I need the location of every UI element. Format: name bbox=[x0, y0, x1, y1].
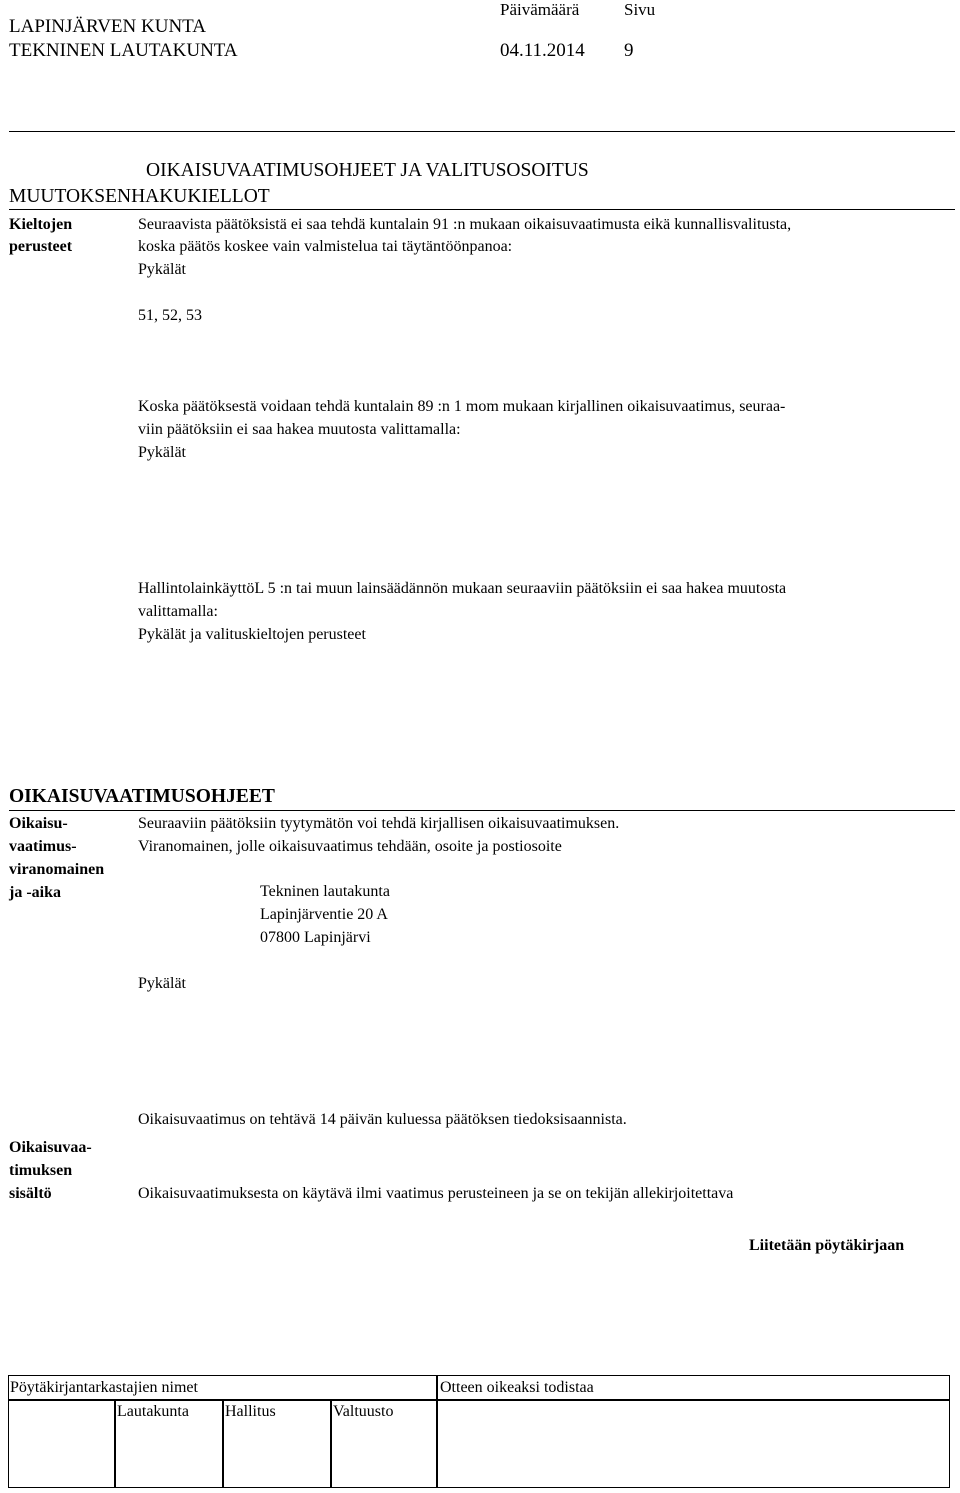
signature-box-column-divider bbox=[436, 1375, 438, 1488]
board-name: TEKNINEN LAUTAKUNTA bbox=[9, 40, 238, 61]
side-label-sisalto: sisältö bbox=[9, 1185, 52, 1202]
paragraph1-line1: Seuraavista päätöksistä ei saa tehdä kuntalain 91 :n mukaan oikaisuvaatimusta eikä kunnallisvalitusta, bbox=[138, 216, 792, 233]
organization-name: LAPINJÄRVEN KUNTA bbox=[9, 16, 206, 37]
paragraph2-pykalat: Pykälät bbox=[138, 444, 186, 461]
side-label-viranomainen: viranomainen bbox=[9, 861, 105, 878]
paragraph1-pykalat: Pykälät bbox=[138, 261, 186, 278]
authority-postal: 07800 Lapinjärvi bbox=[260, 929, 371, 946]
footer-col-divider-3 bbox=[330, 1399, 332, 1488]
document-title: OIKAISUVAATIMUSOHJEET JA VALITUSOSOITUS bbox=[146, 160, 589, 181]
footer-col-divider-1 bbox=[114, 1399, 116, 1488]
meeting-date: 04.11.2014 bbox=[500, 40, 585, 61]
side-label-oikaisu: Oikaisu- bbox=[9, 815, 68, 832]
certified-copy-label: Otteen oikeaksi todistaa bbox=[440, 1379, 594, 1396]
page-label: Sivu bbox=[624, 0, 656, 19]
side-label-ja-aika: ja -aika bbox=[9, 884, 61, 901]
footer-lautakunta: Lautakunta bbox=[117, 1403, 189, 1420]
section-heading-muutoksenhakukiellot: MUUTOKSENHAKUKIELLOT bbox=[9, 186, 270, 207]
section-heading-oikaisuvaatimusohjeet: OIKAISUVAATIMUSOHJEET bbox=[9, 786, 275, 807]
paragraph3-line3: Pykälät ja valituskieltojen perusteet bbox=[138, 626, 366, 643]
side-label-oikaisuvaa: Oikaisuvaa- bbox=[9, 1139, 92, 1156]
inspectors-label: Pöytäkirjantarkastajien nimet bbox=[10, 1379, 198, 1396]
paragraph2-line1: Koska päätöksestä voidaan tehdä kuntalain 89 :n 1 mom mukaan kirjallinen oikaisuvaatimus, seuraa- bbox=[138, 398, 786, 415]
side-label-perusteet: perusteet bbox=[9, 238, 73, 255]
header-divider bbox=[9, 131, 955, 132]
appeal-deadline: Oikaisuvaatimus on tehtävä 14 päivän kuluessa päätöksen tiedoksisaannista. bbox=[138, 1111, 627, 1128]
section1-divider bbox=[9, 209, 955, 210]
date-label: Päivämäärä bbox=[500, 0, 580, 19]
authority-intro: Viranomainen, jolle oikaisuvaatimus tehdään, osoite ja postiosoite bbox=[138, 838, 562, 855]
side-label-kieltojen: Kieltojen bbox=[9, 216, 73, 233]
footer-valtuusto: Valtuusto bbox=[333, 1403, 394, 1420]
paragraph1-sections: 51, 52, 53 bbox=[138, 307, 202, 324]
appeal-content-requirement: Oikaisuvaatimuksesta on käytävä ilmi vaatimus perusteineen ja se on tekijän allekirjoitettava bbox=[138, 1185, 734, 1202]
side-label-timuksen: timuksen bbox=[9, 1162, 73, 1179]
paragraph1-line2: koska päätös koskee vain valmistelua tai täytäntöönpanoa: bbox=[138, 238, 513, 255]
footer-hallitus: Hallitus bbox=[225, 1403, 276, 1420]
page-number: 9 bbox=[624, 40, 634, 61]
attach-to-minutes: Liitetään pöytäkirjaan bbox=[749, 1237, 905, 1254]
section2-divider bbox=[9, 810, 955, 811]
footer-col-divider-2 bbox=[222, 1399, 224, 1488]
paragraph3-line1: HallintolainkäyttöL 5 :n tai muun lainsäädännön mukaan seuraaviin päätöksiin ei saa hakea muutosta bbox=[138, 580, 787, 597]
paragraph2-line2: viin päätöksiin ei saa hakea muutosta valittamalla: bbox=[138, 421, 461, 438]
authority-name: Tekninen lautakunta bbox=[260, 883, 390, 900]
section2-pykalat: Pykälät bbox=[138, 975, 186, 992]
side-label-vaatimus: vaatimus- bbox=[9, 838, 77, 855]
appeal-intro: Seuraaviin päätöksiin tyytymätön voi tehdä kirjallisen oikaisuvaatimuksen. bbox=[138, 815, 620, 832]
authority-street: Lapinjärventie 20 A bbox=[260, 906, 388, 923]
paragraph3-line2: valittamalla: bbox=[138, 603, 218, 620]
signature-box-divider bbox=[8, 1399, 950, 1401]
